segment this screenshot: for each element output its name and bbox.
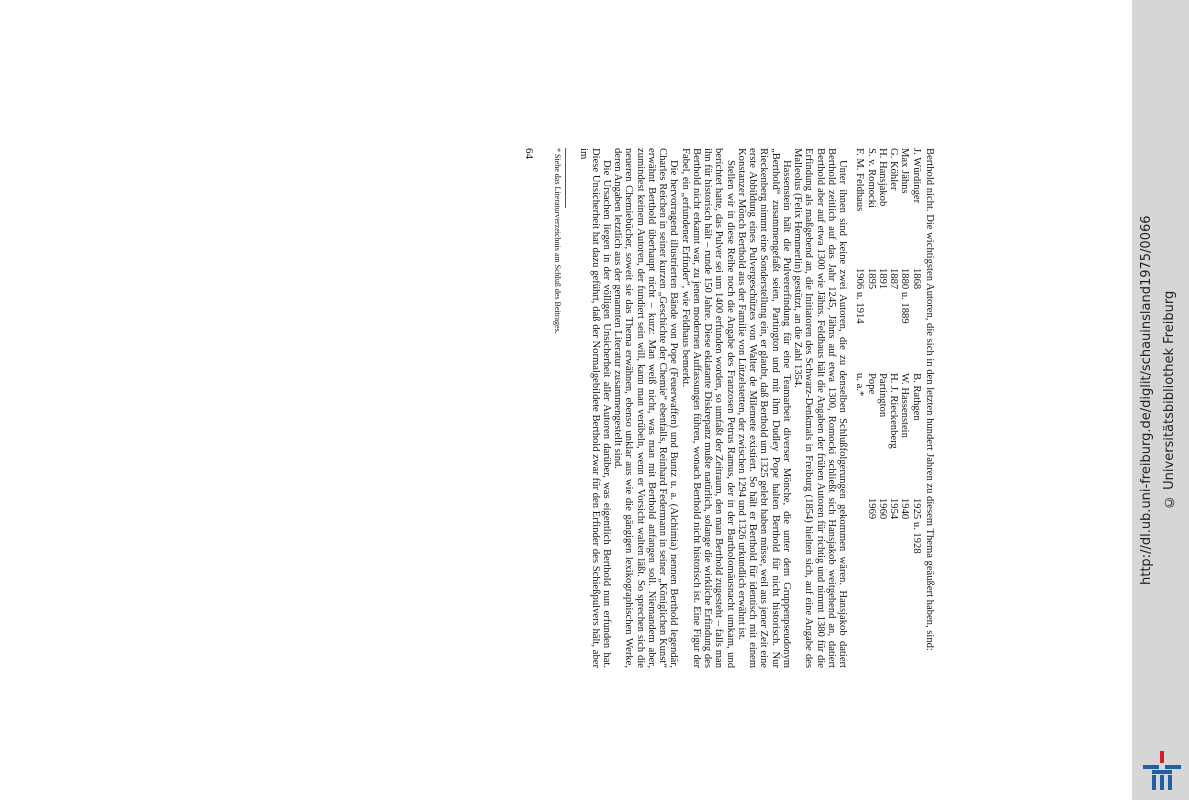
ub-freiburg-logo-icon bbox=[1140, 748, 1184, 792]
author-year: 1954 bbox=[888, 498, 900, 520]
author-name: H. Hansjakob bbox=[877, 148, 888, 207]
author-row bbox=[899, 148, 910, 608]
intro-paragraph: Berthold nicht. Die wichtigsten Autoren, die sich in den letzten hundert Jahren zu diesem Thema geäußert haben, sind: bbox=[924, 148, 935, 651]
author-year: 1895 bbox=[865, 268, 877, 290]
page-number: 64 bbox=[523, 148, 536, 159]
author-name: G. Köhler bbox=[888, 148, 900, 191]
author-row bbox=[888, 148, 899, 608]
author-name: J. Würdinger bbox=[910, 148, 922, 204]
author-year bbox=[854, 498, 865, 608]
author-name: S. v. Romocki bbox=[865, 148, 877, 208]
author-year: 1940 bbox=[899, 498, 911, 520]
author-row bbox=[911, 148, 922, 608]
paragraph-1: Unter ihnen sind keine zwei Autoren, die zu denselben Schlußfolgerungen gekommen wären. Hansjakob datiert Berthold zeitlich auf das Jahr 1245, Jähns auf etwa 1300, Romocki schließt sich Hansjakob weitgehend an, datiert Berthold aber auf etwa 1300 wie Jähns. Feldhaus hält die Angaben der frühen Autoren für richtig und nimmt 1380 für die Erfindung als maßgebend an, die Initiatoren des Schwarz-Denkmals in Freiburg (1854) hielten sich, auf eine Angabe des Malleolus (Felix Hemmerlin) gestützt, an die Zahl 1354. bbox=[792, 148, 849, 668]
author-year: 1960 bbox=[877, 498, 888, 520]
author-year: 1891 bbox=[877, 268, 888, 290]
author-name: u. a.* bbox=[854, 373, 866, 397]
author-name: H. J. Rieckenberg bbox=[888, 373, 900, 449]
author-year: 1880 u. 1889 bbox=[899, 268, 911, 324]
footnote-rule bbox=[565, 148, 566, 208]
author-row bbox=[866, 148, 877, 608]
author-row bbox=[854, 148, 865, 608]
author-name: Partington bbox=[877, 373, 888, 418]
author-row bbox=[877, 148, 888, 608]
author-name: F. M. Feldhaus bbox=[854, 148, 866, 212]
author-year: 1969 bbox=[865, 498, 877, 520]
page-text-block bbox=[175, 148, 935, 668]
author-year: 1887 bbox=[888, 268, 900, 290]
author-name: W. Hassenstein bbox=[899, 373, 911, 438]
author-name: B. Rathgen bbox=[910, 373, 922, 421]
author-list bbox=[854, 148, 922, 608]
paragraph-5: Die Ursachen liegen in der völligen Unsicherheit aller Autoren darüber, was eigentlich Berthold nun erfunden hat. Diese Unsicherheit hat dazu geführt, daß der Normalgebildete Berthold zwar für den Erfinder des Schießpulvers hält, aber im bbox=[578, 148, 612, 668]
author-year: 1868 bbox=[910, 268, 922, 290]
copyright-text: © Universitätsbibliothek Freiburg bbox=[1162, 290, 1177, 510]
author-name: Pope bbox=[865, 373, 877, 395]
paragraph-3: Stellen wir in diese Reihe noch die Angabe des Franzosen Petrus Ramus, der in der Bartholomäusnacht umkam, und berichtet hatte, das Pulver sei um 1400 erfunden worden, so umfaßt der Zeitraum, den man Berthold zugesteht – falls man ihn für historisch hält – runde 150 Jahre. Diese eklatante Diskrepanz mußte natürlich, solange die wirkliche Erfindung des Berthold nicht erkannt war, zu jenen modernen Auffassungen führen, wonach Berthold nicht historisch ist. Eine Figur der Fabel, ein „erfundener Erfinder“, wie Feldhaus bemerkt. bbox=[679, 148, 736, 668]
author-year: 1925 u. 1928 bbox=[910, 498, 922, 554]
source-url-link[interactable]: http://dl.ub.uni-freiburg.de/diglit/schauinsland1975/0066 bbox=[1139, 215, 1154, 585]
paragraph-4: Die hervorragend illustrierten Bände von Pope (Feuerwaffen) und Buntz u. a. (Alchimia) nennen Berthold legendär, Charles Reichen in seiner kurzen „Geschichte der Chemie“ ebenfalls, Reinhard Federmann in seiner „Königlichen Kunst“ erwähnt Berthold überhaupt nicht – kurz: Man weiß nicht, was man mit Berthold anfangen soll. Niemandem aber, zumindest keinem Autoren, der fundiert sein will, kann man verübeln, wenn er Vorsicht walten läßt. So sprechen sich die neueren Chemiebücher, soweit sie das Thema erwähnen, ebenso unklar aus wie die gängigen lexikographischen Werke, deren Angaben letztlich aus der genannten Literatur zusammengestellt sind. bbox=[612, 148, 680, 668]
author-name: Max Jähns bbox=[899, 148, 911, 194]
footnote: * Siehe das Literaturverzeichnis am Schluß des Beitrages. bbox=[553, 148, 563, 334]
author-year: 1906 u. 1914 bbox=[854, 268, 866, 324]
paragraph-2: Hassenstein hält die Pulvererfindung für eine Teamarbeit diverser Mönche, die unter dem Gruppenpseudonym „Berthold“ zusammengefaßt seien, Partington und mit ihm Dudley Pope halten Berthold für nicht historisch. Nur Rieckenberg nimmt eine Sonderstellung ein, er glaubt, daß Berthold um 1325 gelebt haben müsse, weil aus jener Zeit eine erste Abbildung eines Pulvergeschützes von Walter de Milemete existiert. So hält er Berthold für identisch mit einem Konstanzer Mönch Berthold aus der Familie von Lützelstetten, der zwischen 1294 und 1326 urkundlich erwähnt ist. bbox=[736, 148, 792, 668]
